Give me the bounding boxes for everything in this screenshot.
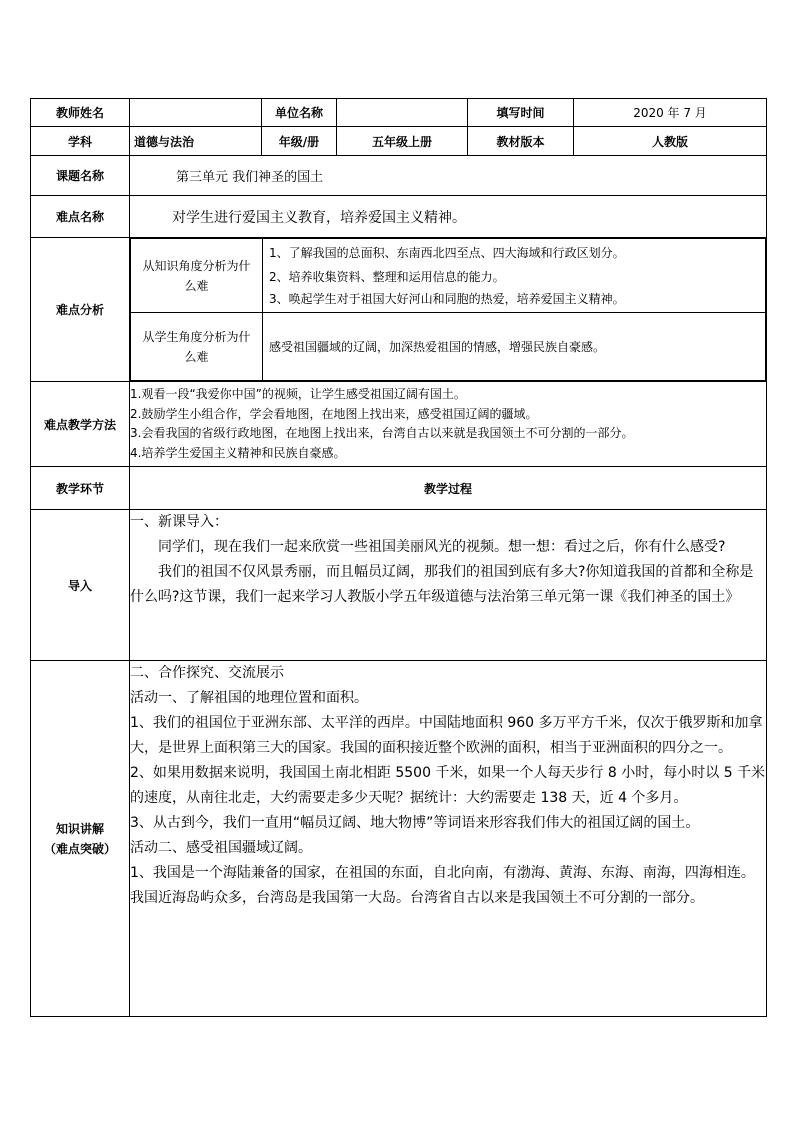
lesson-title-value: 第三单元 我们神圣的国土 xyxy=(130,156,767,196)
knowledge-angle-label: 从知识角度分析为什么难 xyxy=(131,239,263,313)
analysis-inner-table xyxy=(130,238,766,381)
intro-paragraph: 同学们，现在我们一起来欣赏一些祖国美丽风光的视频。想一想：看过之后，你有什么感受? xyxy=(158,539,726,555)
lesson-title-label: 课题名称 xyxy=(31,156,130,196)
knowledge-item: 3、唤起学生对于祖国大好河山和同胞的热爱，培养爱国主义精神。 xyxy=(269,291,625,306)
teacher-name-value xyxy=(130,99,262,127)
fill-date-label: 填写时间 xyxy=(468,99,574,127)
knowledge-item: 1、了解我国的总面积、东南西北四至点、四大海域和行政区划分。 xyxy=(269,245,625,260)
unit-name-value xyxy=(337,99,468,127)
teaching-methods-content xyxy=(130,382,767,467)
unit-name-label: 单位名称 xyxy=(262,99,337,127)
knowledge-label-title: 知识讲解 xyxy=(55,821,104,836)
intro-label: 导入 xyxy=(31,510,130,661)
student-angle-content: 感受祖国疆域的辽阔，加深热爱祖国的情感，增强民族自豪感。 xyxy=(263,313,766,381)
knowledge-line: 活动二、感受祖国疆域辽阔。 xyxy=(130,840,312,856)
student-angle-label: 从学生角度分析为什么难 xyxy=(131,313,263,381)
subject-label: 学科 xyxy=(31,127,130,156)
knowledge-angle-content xyxy=(263,239,766,313)
edition-label: 教材版本 xyxy=(468,127,574,156)
grade-label: 年级/册 xyxy=(262,127,337,156)
difficulty-name-row xyxy=(31,196,767,238)
knowledge-item: 2、培养收集资料、整理和运用信息的能力。 xyxy=(269,269,505,284)
knowledge-line: 活动一、了解祖国的地理位置和面积。 xyxy=(130,690,368,706)
teaching-process-header: 教学过程 xyxy=(130,467,767,510)
difficulty-name-value: 对学生进行爱国主义教育，培养爱国主义精神。 xyxy=(130,196,767,238)
teaching-methods-row xyxy=(31,382,767,467)
knowledge-line: 1、我国是一个海陆兼备的国家，在祖国的东面，自北向南，有渤海、黄海、东海、南海，四海相连。我国近海岛屿众多，台湾岛是我国第一大岛。台湾省自古以来是我国领土不可分割的一部分。 xyxy=(130,865,755,906)
teacher-name-label: 教师姓名 xyxy=(31,99,130,127)
intro-paragraph: 我们的祖国不仅风景秀丽，而且幅员辽阔，那我们的祖国到底有多大?你知道我国的首都和全称是什么吗?这节课，我们一起来学习人教版小学五年级道德与法治第三单元第一课《我们神圣的国土》 xyxy=(130,564,754,605)
difficulty-analysis-row xyxy=(31,238,767,382)
grade-value: 五年级上册 xyxy=(337,127,468,156)
knowledge-line: 2、如果用数据来说明，我国国土南北相距 5500 千米，如果一个人每天步行 8 小时，每小时以 5 千米的速度，从南往北走，大约需要走多少天呢？据统计：大约需要走 138 天，近 4 个多月。 xyxy=(130,765,766,806)
knowledge-row xyxy=(31,661,767,1017)
subject-value: 道德与法治 xyxy=(130,127,262,156)
lesson-plan-table xyxy=(30,98,767,1017)
intro-content xyxy=(130,510,767,661)
fill-date-value: 2020 年 7 月 xyxy=(574,99,767,127)
knowledge-label xyxy=(31,661,130,1017)
knowledge-label-subtitle: （难点突破） xyxy=(43,841,116,856)
process-header-row xyxy=(31,467,767,510)
lesson-title-row xyxy=(31,156,767,196)
method-item: 1.观看一段“我爱你中国”的视频，让学生感受祖国辽阔有国土。 xyxy=(130,387,466,401)
intro-heading: 一、新课导入： xyxy=(130,514,228,530)
knowledge-line: 1、我们的祖国位于亚洲东部、太平洋的西岸。中国陆地面积 960 多万平方千米，仅次于俄罗斯和加拿大，是世界上面积第三大的国家。我国的面积接近整个欧洲的面积，相当于亚洲面积的四分之一。 xyxy=(130,715,763,756)
edition-value: 人教版 xyxy=(574,127,767,156)
header-row-1 xyxy=(31,99,767,127)
method-item: 4.培养学生爱国主义精神和民族自豪感。 xyxy=(130,445,346,460)
knowledge-content xyxy=(130,661,767,1017)
difficulty-name-label: 难点名称 xyxy=(31,196,130,238)
teaching-methods-label: 难点教学方法 xyxy=(31,382,130,467)
intro-row xyxy=(31,510,767,661)
knowledge-line: 二、合作探究、交流展示 xyxy=(130,665,284,681)
teaching-stage-header: 教学环节 xyxy=(31,467,130,510)
method-item: 2.鼓励学生小组合作，学会看地图，在地图上找出来，感受祖国辽阔的疆域。 xyxy=(130,406,538,421)
difficulty-analysis-label: 难点分析 xyxy=(31,238,130,382)
header-row-2 xyxy=(31,127,767,156)
knowledge-line: 3、从古到今，我们一直用“幅员辽阔、地大物博”等词语来形容我们伟大的祖国辽阔的国土。 xyxy=(130,815,700,831)
method-item: 3.会看我国的省级行政地图，在地图上找出来，台湾自古以来就是我国领土不可分割的一部分。 xyxy=(130,426,634,440)
